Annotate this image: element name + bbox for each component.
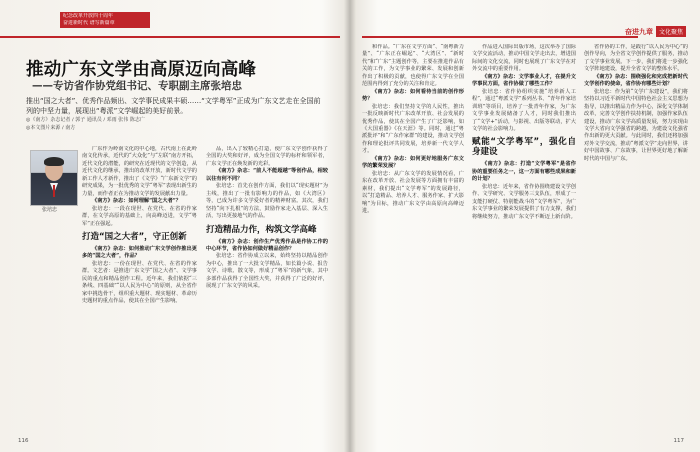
text-column-4: [472, 44, 576, 434]
text-column-3: [362, 44, 464, 434]
header-rule: [0, 36, 340, 38]
question: 《南方》杂志：如何推动广东文学创作推出更多的“国之大者”，作品？: [82, 245, 197, 260]
text-column-1: [82, 146, 197, 434]
series-header-line1: 纪念改革开放四十周年: [63, 13, 114, 19]
paragraph: 张培忠：首先在创作方面，我们以“现实题材”为主线，推出了一批有影响力的作品，如《大湾区》等，已成为许多文学爱好者的精神财富。其次，我们坚持“向下扎根”的方法，鼓励作家走入基层、深入生活，写出更接地气的作品。: [206, 183, 328, 220]
section-tag: 文化聚焦: [656, 26, 686, 37]
credits-authors: ◎《南方》杂志记者 / 郭子 通讯员 / 邓雨 张伟 陈志广: [26, 117, 145, 123]
paragraph: 省作协的工作，是践行“以人民为中心”的创作导向，为全省文学创作提供了服务，推动了文学事业发展。下一步，我们将进一步强化文学阵地建设，提升全省文学的整体水平。: [584, 44, 688, 73]
page-number-left: 116: [18, 438, 29, 444]
paragraph: 张培忠：作为第“文学广东建设”，我们将坚持以习近平新时代中国特色社会主义思想为指导，以推出精品力作为中心，深化文学体制改革，完善文学创作扶持机制，加强作家队伍建设，推动广东文学高质量发展，努力实现由文学大省向文学强省的跨越，为建设文化强省作出新的更大贡献。与此同时，我们还将加强对外文学交流，推动“粤派文学”走向世界，讲好中国故事、广东故事，让世界更好地了解新时代的中国与广东。: [584, 88, 688, 162]
credits-photos: ◎本文图片来源 / 南方: [26, 124, 76, 131]
paragraph: 和作品。“广东在文学方面”、“南粤新力量”、“广东正在崛起”、“大湾区”、“新时代”和“广东”主题创作等，主要在推进作品有关的工作，为文学事业的繁荣、发展和创新作出了积极的贡献，也使得广东文学在全国范围内得到了充分的关注和肯定。: [362, 44, 464, 88]
text-column-2: [206, 146, 328, 434]
header-rule: [362, 36, 638, 38]
question: 《南方》杂志：创作生产优秀作品是作协工作的中心环节，省作协如何做好精品创作？: [206, 238, 328, 252]
section-name: 奋进九章: [624, 27, 653, 36]
paragraph: 张培忠：省作协成立以来，始终坚持以精品创作为中心，推出了一大批文学精品，如长篇小说、报告文学、诗歌、散文等，形成了“粤军”的新气象，其中多部作品获得了全国性大奖，并获得了广泛的好评，展现了广东文学的风采。: [206, 253, 328, 290]
series-header-line2: 奋进新时代 谱写新篇章: [63, 20, 115, 26]
portrait-hair: [44, 157, 64, 166]
paragraph: 品，出入了较精心打造，使广东文学创作获得了全国的大奖和好评，成为全国文学的标杆和领军者，广东文学正在焕发新的光彩。: [206, 146, 328, 167]
question: 《南方》杂志：围绕强化和完成把新时代文学创作的使命，省作协有哪些计划？: [584, 73, 688, 88]
article-subtitle: ——专访省作协党组书记、专职副主席张培忠: [32, 80, 242, 92]
paragraph: 张培忠：一份在现世、在党代、在省的作家群。文艺者：是推进广东文学“国之大者”、文学事民的重点和精品创作工程。近年来，我们依据“三条线、四基础”“以人民为中心”的原则，从全省作家中挑选骨干，组织重大题材、现实题材、革命历史题材的重点作品，使其在全国产生影响。: [82, 260, 197, 305]
paragraph: 张培忠：从广东文学的发展情况看，广东在改革开放、社会发展等方面拥有丰富的素材，我们提出“文学粤军”的发展路径，以“打造精品、培养人才、服务作家、扩大影响”为目标，推动广东文学由高原向高峰迈进。: [362, 170, 464, 214]
series-header-tab: [60, 12, 150, 28]
paragraph: 作品进入国际出版市场，这次举办了国际文学交流活动，推动中国文学走出去，增进国际间的文化交流，同时也展现了广东文学在对外交流中的重要作用。: [472, 44, 576, 73]
portrait-photo: [30, 150, 78, 206]
paragraph: 张培忠：近年来，省作协围绕建设文学创作、文学研究、文学服务三支队伍，形成了一支能打硬仗、特别能战斗的“文学粤军”，为广东文学事业的繁荣发展提供了有力支撑，我们将继续努力，推动广东文学不断迈上新台阶。: [472, 183, 576, 220]
question: 《南方》杂志：如何更好地服务广东文学的繁荣发展？: [362, 155, 464, 170]
book-gutter: [344, 0, 356, 452]
question: 《南方》杂志：“前人不能超越”等创作品，相较以往有何不同？: [206, 168, 328, 182]
section-heading: 赋能“文学粤军”，强化自身建设: [472, 137, 576, 158]
right-page: [350, 0, 700, 452]
section-heading: 打造精品力作，构筑文学高峰: [206, 224, 317, 235]
page-number-right: 117: [673, 438, 684, 444]
paragraph: 张培忠：省作协组织实施“培养新人工程”，通过“粤派文学”系列丛书、“青年作家培训班”等项目，培养了一批青年作家，为广东文学事业发展储备了人才，同时我们推出了“文学+”活动，与影视、出版等联动，扩大文学的社会影响力。: [472, 88, 576, 132]
question: 《南方》杂志：如何看待当前的创作形势？: [362, 88, 464, 103]
section-heading: 打造“国之大者”，守正创新: [82, 231, 187, 242]
article-credits: [26, 117, 326, 132]
question: 《南方》杂志：文学事业人才，在提升文学事民方面，省作协做了哪些工作？: [472, 73, 576, 88]
section-header: [625, 26, 686, 37]
question: 《南方》杂志：如何理解“国之大者”？: [92, 198, 181, 205]
paragraph: 张培忠：一段在现世、在党代、在省的作家群，在文学高原的基础上，向高峰迈进，文学“粤军”正在强起。: [82, 205, 197, 227]
paragraph: 广东作为岭南文化的中心地，古代南上在此岭南文化传承，近代的“大众化”与“左联”南方开拓，近代文化的潜能，的研究在近现代的文学创造，从近代文化的继承，推出的改革开放，新时代文学的新工作人才新作，推出了《文学》“广东新文学”的研究成果，为一批优秀的文学“粤军”表现出新生的力量，而作者正在为推动文学的发展献出力量。: [82, 146, 197, 197]
portrait-tie: [53, 185, 55, 197]
article-title: 推动广东文学由高原迈向高峰: [26, 60, 257, 80]
photo-caption: 张培忠: [42, 207, 58, 213]
question: 《南方》杂志：打造“文学粤军”是省作协的重要任务之一，这一方面有哪些成果和新的计划？: [472, 161, 576, 183]
article-lead: 推出“国之大者”、优秀作品频出、文学事民成果丰硕……“文学粤军”正成为广东文艺走在全国前列的中坚力量，展现出“粤派”文学崛起的美好前景。: [26, 97, 321, 115]
paragraph: 张培忠：我们坚持文学的人民性，推出一批反映新时代广东改革开放、社会发展的优秀作品，使其在全国产生了广泛影响，如《大国重器》《在天涯》等。同时，通过“粤派批评”和“广东作家群”的建设，推动文学创作和理论批评共同发展，培养新一代文学人才。: [362, 103, 464, 155]
text-column-5: [584, 44, 688, 434]
